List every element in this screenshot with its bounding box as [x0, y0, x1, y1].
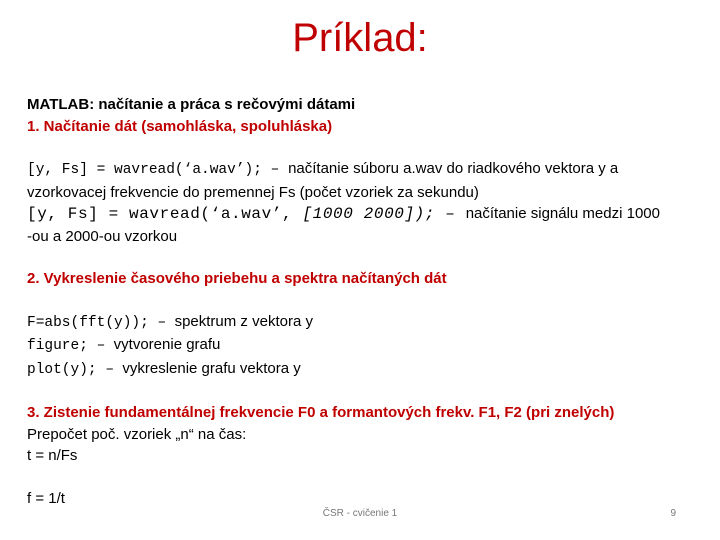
step3-line2: t = n/Fs: [27, 447, 78, 464]
step2-heading: 2. Vykreslenie časového priebehu a spektra načítaných dát: [27, 270, 447, 287]
code-wavread: [y, Fs] = wavread(‘a.wav’);: [27, 162, 262, 178]
step1-desc2: načítanie signálu medzi 1000: [465, 205, 660, 222]
code-fft: F=abs(fft(y)); –: [27, 314, 167, 331]
step1-line1: [y, Fs] = wavread(‘a.wav’); – načítanie súboru a.wav do riadkového vektora y a: [27, 160, 619, 178]
code-range-value: [1000 2000]: [302, 205, 415, 223]
footer-course: ČSR - cvičenie 1: [322, 508, 398, 519]
step1-line2: vzorkovacej frekvencie do premennej Fs (počet vzoriek za sekundu): [27, 183, 479, 201]
step2-line3: plot(y); – vykreslenie grafu vektora y: [27, 359, 301, 378]
step2-line1: F=abs(fft(y)); – spektrum z vektora y: [27, 312, 313, 331]
slide-title: Príklad:: [292, 16, 428, 60]
step1-line4: -ou a 2000-ou vzorkou: [27, 227, 178, 245]
step1-desc1: načítanie súboru a.wav do riadkového vektora y a: [288, 160, 619, 177]
step3-line3: f = 1/t: [27, 489, 65, 507]
slide-footer: [0, 508, 720, 524]
code-plot: plot(y); –: [27, 361, 115, 378]
step1-heading: 1. Načítanie dát (samohláska, spoluhláska): [27, 117, 333, 135]
step2-line2: figure; – vytvorenie grafu: [27, 336, 221, 354]
step3-line1: Prepočet poč. vzoriek „n“ na čas:: [27, 425, 247, 443]
slide-content: [27, 94, 717, 509]
heading-matlab: MATLAB: načítanie a práca s rečovými dátami: [27, 96, 356, 113]
code-figure: figure; –: [27, 338, 106, 354]
step1-line3: [y, Fs] = wavread(‘a.wav’, [1000 2000]); – načítanie signálu medzi 1000: [27, 205, 660, 223]
code-wavread-range: [y, Fs] = wavread(‘a.wav’,: [27, 205, 303, 223]
step3-heading: 3. Zistenie fundamentálnej frekvencie F0 a formantových frekv. F1, F2 (pri znelých): [27, 404, 615, 421]
page-number: 9: [670, 508, 676, 519]
